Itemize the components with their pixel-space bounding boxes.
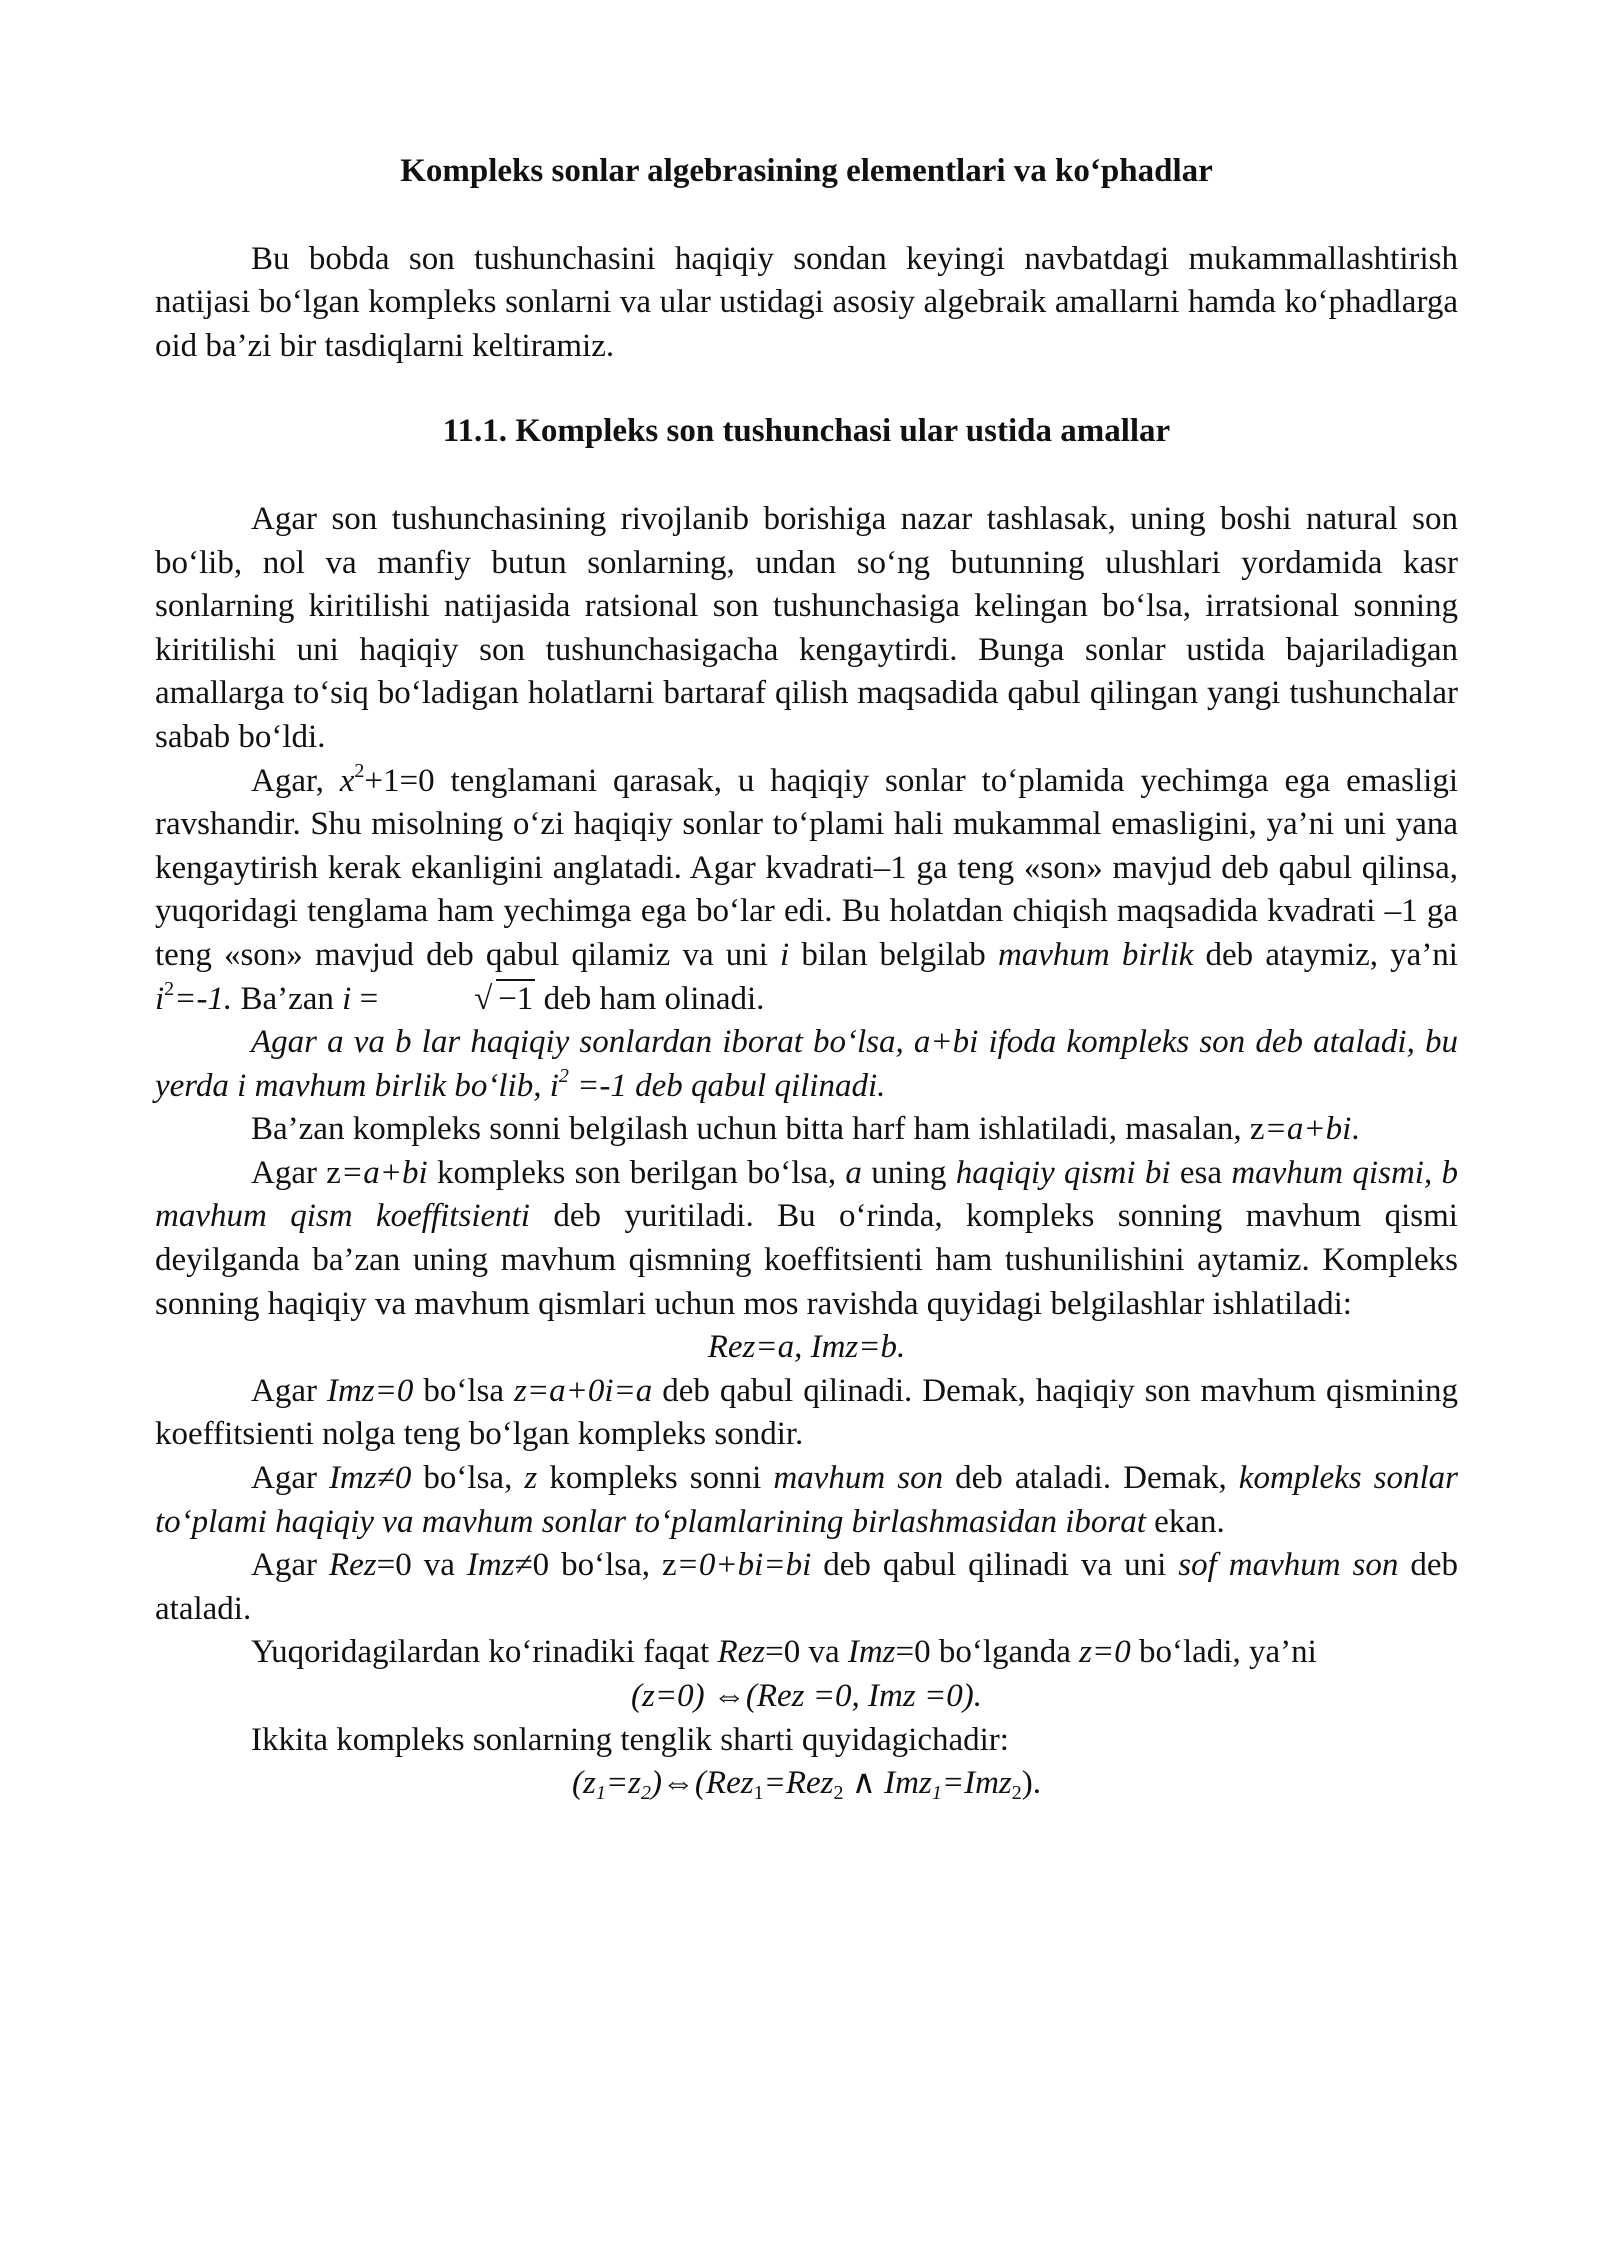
- text-run: .: [1351, 1111, 1360, 1148]
- math-expr: =-1.: [174, 980, 233, 1017]
- square-root: [378, 978, 535, 1022]
- text-run: ekan.: [1145, 1503, 1225, 1540]
- math-var: x: [339, 762, 355, 799]
- text-run: Ba’zan: [232, 980, 343, 1017]
- math-expr: Imz=0: [326, 1372, 414, 1409]
- superscript: 2: [558, 1064, 569, 1087]
- math-expr: ).: [1021, 1765, 1042, 1802]
- subscript: 2: [833, 1782, 844, 1805]
- math-var: z: [524, 1460, 538, 1497]
- text-run: deb ataladi.: [155, 1547, 1458, 1627]
- text-run: bo‘lsa: [413, 1372, 514, 1409]
- term-italic: mavhum qismi, b mavhum qism koeffitsienti: [155, 1154, 1459, 1235]
- radicand: −1: [498, 980, 534, 1017]
- paragraph-7: [155, 1457, 1458, 1544]
- text-run: =0 bo‘lganda: [895, 1634, 1080, 1671]
- text-run: esa: [1170, 1154, 1232, 1191]
- subscript: 2: [640, 1782, 651, 1805]
- formula-equality-condition: [155, 1762, 1458, 1806]
- paragraph-6: [155, 1370, 1458, 1457]
- math-expr: z=0: [1079, 1634, 1131, 1671]
- text-run: uning: [861, 1154, 956, 1191]
- paragraph-2: [155, 760, 1458, 1022]
- paragraph-5: [155, 1152, 1458, 1326]
- paragraph-4: [155, 1108, 1458, 1152]
- text-run: bo‘lsa,: [411, 1460, 525, 1497]
- math-var: a: [845, 1154, 862, 1191]
- subscript: 2: [1011, 1782, 1022, 1805]
- math-expr: =Imz: [941, 1765, 1012, 1802]
- math-expr: z=a+0i=a: [513, 1372, 653, 1409]
- intro-paragraph: Bu bobda son tushunchasini haqiqiy sondan keyingi navbatdagi mukammallashtirish natijasi bo‘lgan kompleks sonlarni va ular ustidagi asosiy algebraik amallarni hamda ko‘phadlarga oid ba’zi bir tasdiqlarni keltiramiz.: [155, 240, 1458, 364]
- math-expr: )⇔(Rez: [650, 1765, 754, 1802]
- document-page: [155, 150, 1458, 1806]
- math-expr: =Rez: [763, 1765, 834, 1802]
- term-italic: mavhum son: [773, 1460, 944, 1497]
- text-run: +1=0 tenglamani qarasak, u haqiqiy sonlar to‘plamida yechimga ega emasligi ravshandir. Shu misolning o‘zi haqiqiy sonlar to‘plami hali mukammal emasligini, ya’ni uni yana kengaytirish kerak ekanligini anglatadi. Agar kvadrati–1 ga teng «son» mavjud deb qabul qilinsa, yuqoridagi tenglama ham yechimga ega bo‘lar edi. Bu holatdan chiqish maqsadida kvadrati –1 ga teng «son» mavjud deb qabul qilamiz va uni: [155, 762, 1458, 973]
- text-run: ≠0 bo‘lsa, z: [514, 1547, 677, 1584]
- term-italic: kompleks sonlar to‘plami haqiqiy va mavhum sonlar to‘plamlarining birlashmasidan iborat: [155, 1460, 1459, 1540]
- math-expr: (z: [571, 1765, 596, 1802]
- paragraph-8: [155, 1544, 1458, 1631]
- text-run: =0 va: [765, 1634, 848, 1671]
- math-expr: Imz: [466, 1547, 515, 1584]
- text-run: Agar: [251, 1547, 329, 1584]
- paragraph-10: Ikkita kompleks sonlarning tenglik sharti quyidagichadir:: [251, 1721, 1009, 1758]
- math-expr: =0+bi=bi: [676, 1547, 812, 1584]
- paragraph-9: [155, 1631, 1458, 1675]
- chapter-title: Kompleks sonlar algebrasining elementlari va ko‘phadlar: [400, 153, 1213, 189]
- text-run: Agar z: [251, 1154, 341, 1191]
- text-run: =: [351, 980, 379, 1017]
- math-expr: ∧ Imz: [843, 1765, 932, 1802]
- superscript: 2: [164, 977, 175, 1000]
- term-italic: mavhum birlik: [997, 936, 1194, 973]
- superscript: 2: [354, 759, 365, 782]
- text-run: Agar a va b lar haqiqiy sonlardan iborat bo‘lsa, a+bi ifoda kompleks son deb ataladi, bu yerda i mavhum birlik bo‘lib, i: [155, 1024, 1458, 1104]
- text-run: deb yuritiladi. Bu o‘rinda, kompleks sonning mavhum qismi deyilganda ba’zan uning mavhum qismning koeffitsienti ham tushunilishini aytamiz. Kompleks sonning haqiqiy va mavhum qismlari uchun mos ravishda quyidagi belgilashlar ishlatiladi:: [155, 1198, 1458, 1322]
- text-run: bo‘ladi, ya’ni: [1130, 1634, 1317, 1671]
- section-title: 11.1. Kompleks son tushunchasi ular ustida amallar: [442, 413, 1171, 450]
- math-expr: =a+bi: [1264, 1111, 1352, 1148]
- sqrt-sign: √: [474, 980, 493, 1017]
- text-run: Ba’zan kompleks sonni belgilash uchun bitta harf ham ishlatiladi, masalan, z: [251, 1111, 1265, 1148]
- text-run: Yuqoridagilardan ko‘rinadiki faqat: [251, 1634, 718, 1671]
- text-run: deb qabul qilinadi. Demak, haqiqiy son mavhum qismining koeffitsienti nolga teng bo‘lgan kompleks sondir.: [155, 1372, 1458, 1453]
- text-run: kompleks son berilgan bo‘lsa,: [427, 1154, 846, 1191]
- math-expr: =z: [605, 1765, 641, 1802]
- formula-zero-condition: (z=0) ⇔(Rez =0, Imz =0).: [631, 1678, 982, 1714]
- text-run: Agar: [251, 1460, 330, 1497]
- math-expr: Rez: [328, 1547, 377, 1584]
- subscript: 1: [595, 1782, 606, 1805]
- text-run: deb qabul qilinadi va uni: [811, 1547, 1179, 1584]
- text-run: Agar,: [251, 762, 340, 799]
- math-expr: Imz: [847, 1634, 896, 1671]
- text-run: =0 va: [376, 1547, 467, 1584]
- math-var: i: [155, 980, 165, 1017]
- definition-paragraph: [155, 1021, 1458, 1108]
- term-italic: haqiqiy qismi bi: [955, 1154, 1171, 1191]
- term-italic: sof mavhum son: [1178, 1547, 1399, 1584]
- math-var: i: [780, 936, 790, 973]
- text-run: deb ham olinadi.: [535, 980, 765, 1017]
- math-expr: Rez: [717, 1634, 766, 1671]
- paragraph-1: Agar son tushunchasining rivojlanib borishiga nazar tashlasak, uning boshi natural son bo‘lib, nol va manfiy butun sonlarning, undan so‘ng butunning ulushlari yordamida kasr sonlarning kiritilishi natijasida ratsional son tushunchasiga kelingan bo‘lsa, irratsional sonning kiritilishi uni haqiqiy son tushunchasigacha kengaytirdi. Bunga sonlar ustida bajariladigan amallarga to‘siq bo‘ladigan holatlarni bartaraf qilish maqsadida qabul qilingan yangi tushunchalar sabab bo‘ldi.: [155, 500, 1458, 755]
- math-expr: =a+bi: [340, 1154, 428, 1191]
- math-var: i: [342, 980, 352, 1017]
- text-run: kompleks sonni: [537, 1460, 774, 1497]
- text-run: =-1 deb qabul qilinadi.: [568, 1067, 886, 1104]
- text-run: Agar: [251, 1372, 327, 1409]
- subscript: 1: [931, 1782, 942, 1805]
- formula-re-im: Rez=a, Imz=b.: [707, 1329, 906, 1366]
- subscript: 1: [753, 1782, 764, 1805]
- math-expr: Imz≠0: [329, 1460, 412, 1497]
- text-run: deb ataymiz, ya’ni: [1193, 936, 1458, 973]
- text-run: bilan belgilab: [789, 936, 998, 973]
- text-run: deb ataladi. Demak,: [943, 1460, 1239, 1497]
